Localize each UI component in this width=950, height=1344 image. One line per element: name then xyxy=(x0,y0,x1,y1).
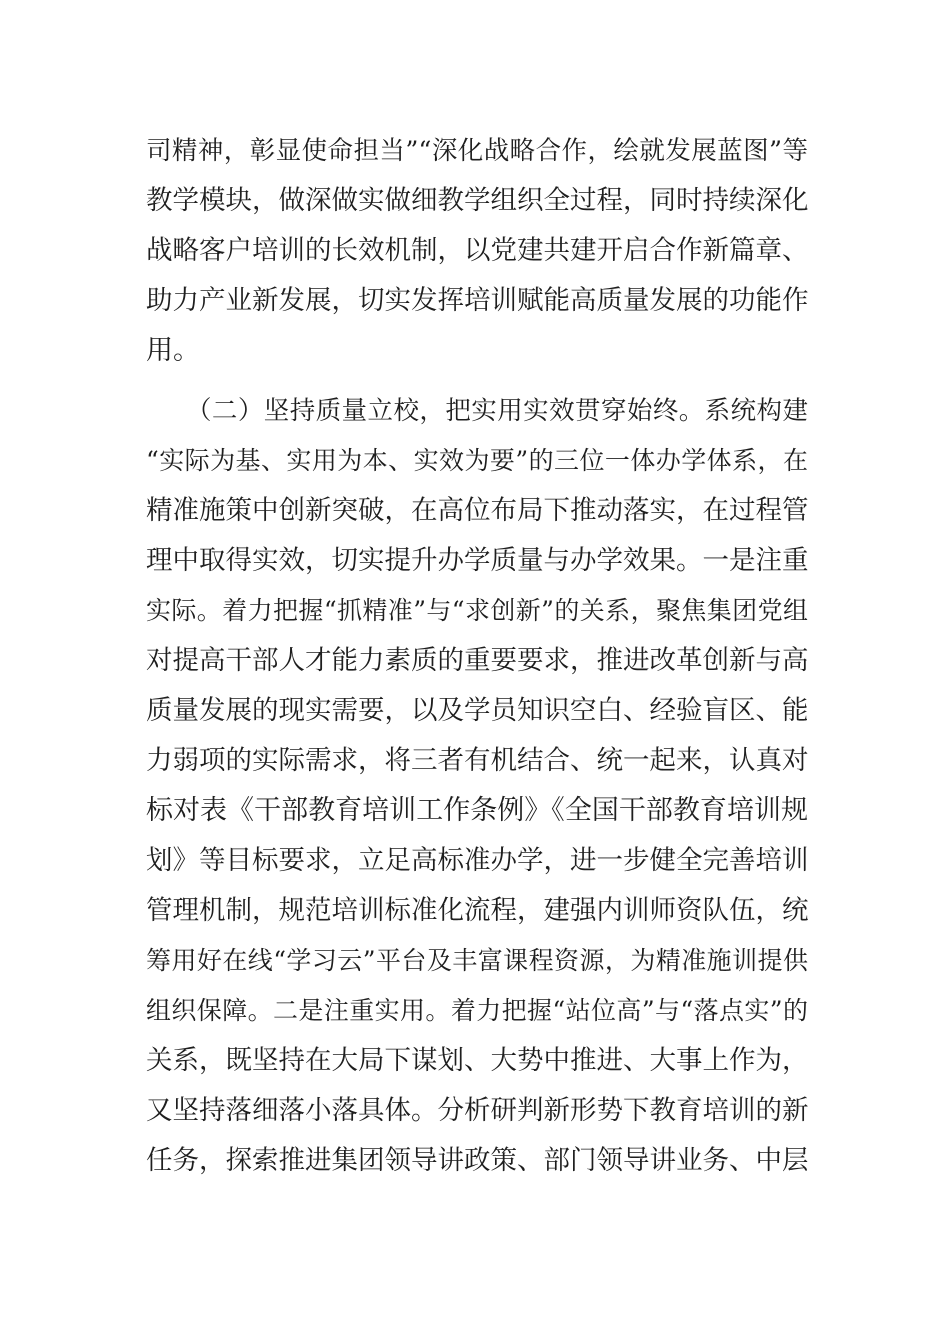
text-line: 对提高干部人才能力素质的重要要求，推进改革创新与高 xyxy=(146,645,809,676)
text-line: 战略客户培训的长效机制，以党建共建开启合作新篇章、 xyxy=(146,235,809,266)
text-line: 组织保障。二是注重实用。着力把握“站位高”与“落点实”的 xyxy=(146,996,808,1025)
text-line: “实际为基、实用为本、实效为要”的三位一体办学体系，在 xyxy=(146,446,808,475)
text-line: 实际。着力把握“抓精准”与“求创新”的关系，聚焦集团党组 xyxy=(146,596,808,625)
text-line: 力弱项的实际需求，将三者有机结合、统一起来，认真对 xyxy=(146,745,809,776)
text-line: 司精神，彰显使命担当”“深化战略合作，绘就发展蓝图”等 xyxy=(146,136,808,166)
text-line: 筹用好在线“学习云”平台及丰富课程资源，为精准施训提供 xyxy=(146,946,808,975)
text-line: 助力产业新发展，切实发挥培训赋能高质量发展的功能作 xyxy=(146,285,809,316)
paragraph-first-line: （二）坚持质量立校，把实用实效贯穿始终。系统构建 xyxy=(186,396,808,426)
text-line: 标对表《干部教育培训工作条例》《全国干部教育培训规 xyxy=(146,795,808,826)
text-line: 管理机制，规范培训标准化流程，建强内训师资队伍，统 xyxy=(146,895,809,926)
text-line: 教学模块，做深做实做细教学组织全过程，同时持续深化 xyxy=(146,185,809,216)
text-line: 又坚持落细落小落具体。分析研判新形势下教育培训的新 xyxy=(146,1095,809,1126)
text-line: 质量发展的现实需要，以及学员知识空白、经验盲区、能 xyxy=(146,695,809,726)
text-line: 划》等目标要求，立足高标准办学，进一步健全完善培训 xyxy=(146,845,809,876)
text-line: 理中取得实效，切实提升办学质量与办学效果。一是注重 xyxy=(146,545,809,576)
text-line: 任务，探索推进集团领导讲政策、部门领导讲业务、中层 xyxy=(146,1145,809,1176)
text-line: 用。 xyxy=(146,335,200,366)
text-line: 关系，既坚持在大局下谋划、大势中推进、大事上作为， xyxy=(146,1045,809,1076)
text-line: 精准施策中创新突破，在高位布局下推动落实，在过程管 xyxy=(146,495,809,526)
